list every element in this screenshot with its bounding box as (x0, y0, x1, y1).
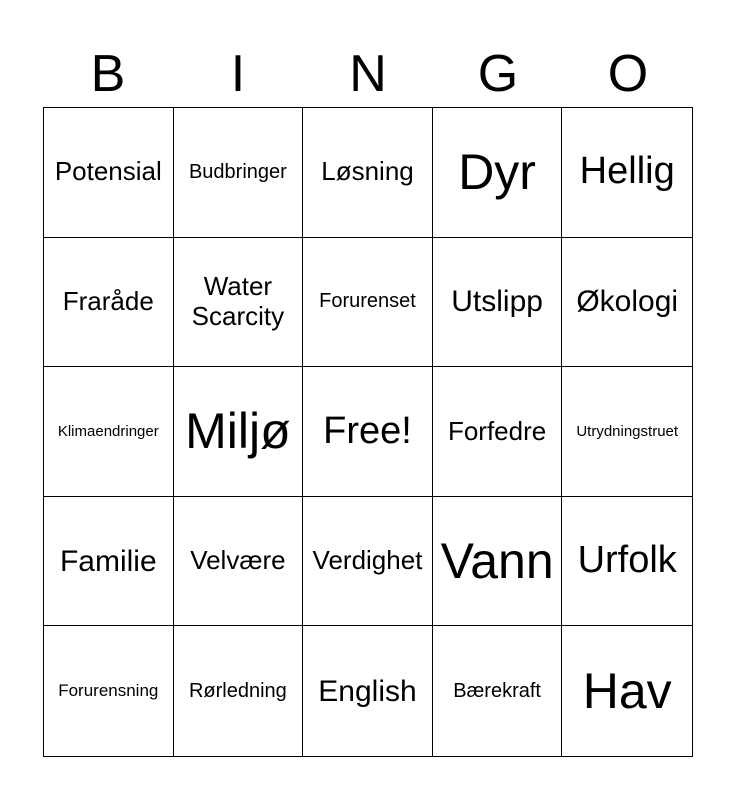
cell-label: Velvære (190, 545, 286, 576)
cell-label: Forurenset (319, 290, 416, 313)
bingo-cell-r4-c1[interactable] (44, 497, 174, 627)
cell-label: Budbringer (188, 160, 287, 183)
cell-label: Forurensning (58, 681, 159, 701)
cell-label: Hellig (579, 150, 675, 193)
bingo-cell-r4-c3[interactable] (303, 497, 433, 627)
bingo-cell-r5-c2[interactable] (174, 626, 304, 756)
cell-label: Bærekraft (453, 679, 541, 702)
header-letter-i: I (230, 45, 246, 103)
bingo-cell-r2-c3[interactable] (303, 238, 433, 368)
header-letter-o: O (607, 45, 649, 103)
bingo-cell-r2-c5[interactable] (562, 238, 692, 368)
bingo-cell-r3-c2[interactable] (174, 367, 304, 497)
bingo-cell-r5-c3[interactable] (303, 626, 433, 756)
bingo-cell-r1-c4[interactable] (433, 108, 563, 238)
cell-label: Water Scarcity (191, 271, 285, 331)
bingo-header (43, 40, 693, 108)
cell-label: Dyr (458, 143, 536, 200)
cell-label: Rørledning (188, 679, 287, 702)
cell-label: Urfolk (577, 539, 677, 582)
cell-label: Utslipp (451, 285, 543, 319)
cell-label: Miljø (185, 402, 291, 459)
header-letter-n: N (349, 45, 387, 103)
cell-label: Løsning (321, 156, 414, 187)
bingo-cell-r2-c2[interactable] (174, 238, 304, 368)
bingo-cell-r3-c4[interactable] (433, 367, 563, 497)
bingo-cell-r3-c1[interactable] (44, 367, 174, 497)
bingo-grid (43, 107, 693, 757)
bingo-cell-r4-c4[interactable] (433, 497, 563, 627)
bingo-cell-r5-c4[interactable] (433, 626, 563, 756)
cell-label: Vann (440, 532, 554, 589)
bingo-cell-r4-c5[interactable] (562, 497, 692, 627)
cell-label: Potensial (54, 156, 162, 187)
bingo-cell-r1-c5[interactable] (562, 108, 692, 238)
header-letter-b: B (90, 45, 126, 103)
free-space-label: Free! (323, 409, 412, 452)
bingo-cell-r1-c2[interactable] (174, 108, 304, 238)
bingo-cell-r4-c2[interactable] (174, 497, 304, 627)
bingo-cell-r2-c4[interactable] (433, 238, 563, 368)
cell-label: Klimaendringer (57, 422, 159, 440)
bingo-cell-r1-c1[interactable] (44, 108, 174, 238)
bingo-cell-r1-c3[interactable] (303, 108, 433, 238)
cell-label: Forfedre (447, 415, 547, 446)
cell-label: Familie (59, 544, 157, 578)
cell-label: Fraråde (62, 285, 154, 316)
cell-label: Utrydningstruet (576, 422, 679, 440)
cell-label: Hav (582, 662, 672, 719)
header-letter-g: G (477, 45, 519, 103)
bingo-cell-r3-c5[interactable] (562, 367, 692, 497)
bingo-free-space[interactable] (303, 367, 433, 497)
bingo-cell-r5-c1[interactable] (44, 626, 174, 756)
cell-label: English (318, 674, 417, 708)
bingo-cell-r2-c1[interactable] (44, 238, 174, 368)
bingo-cell-r5-c5[interactable] (562, 626, 692, 756)
cell-label: Verdighet (312, 545, 423, 576)
cell-label: Økologi (576, 285, 679, 319)
